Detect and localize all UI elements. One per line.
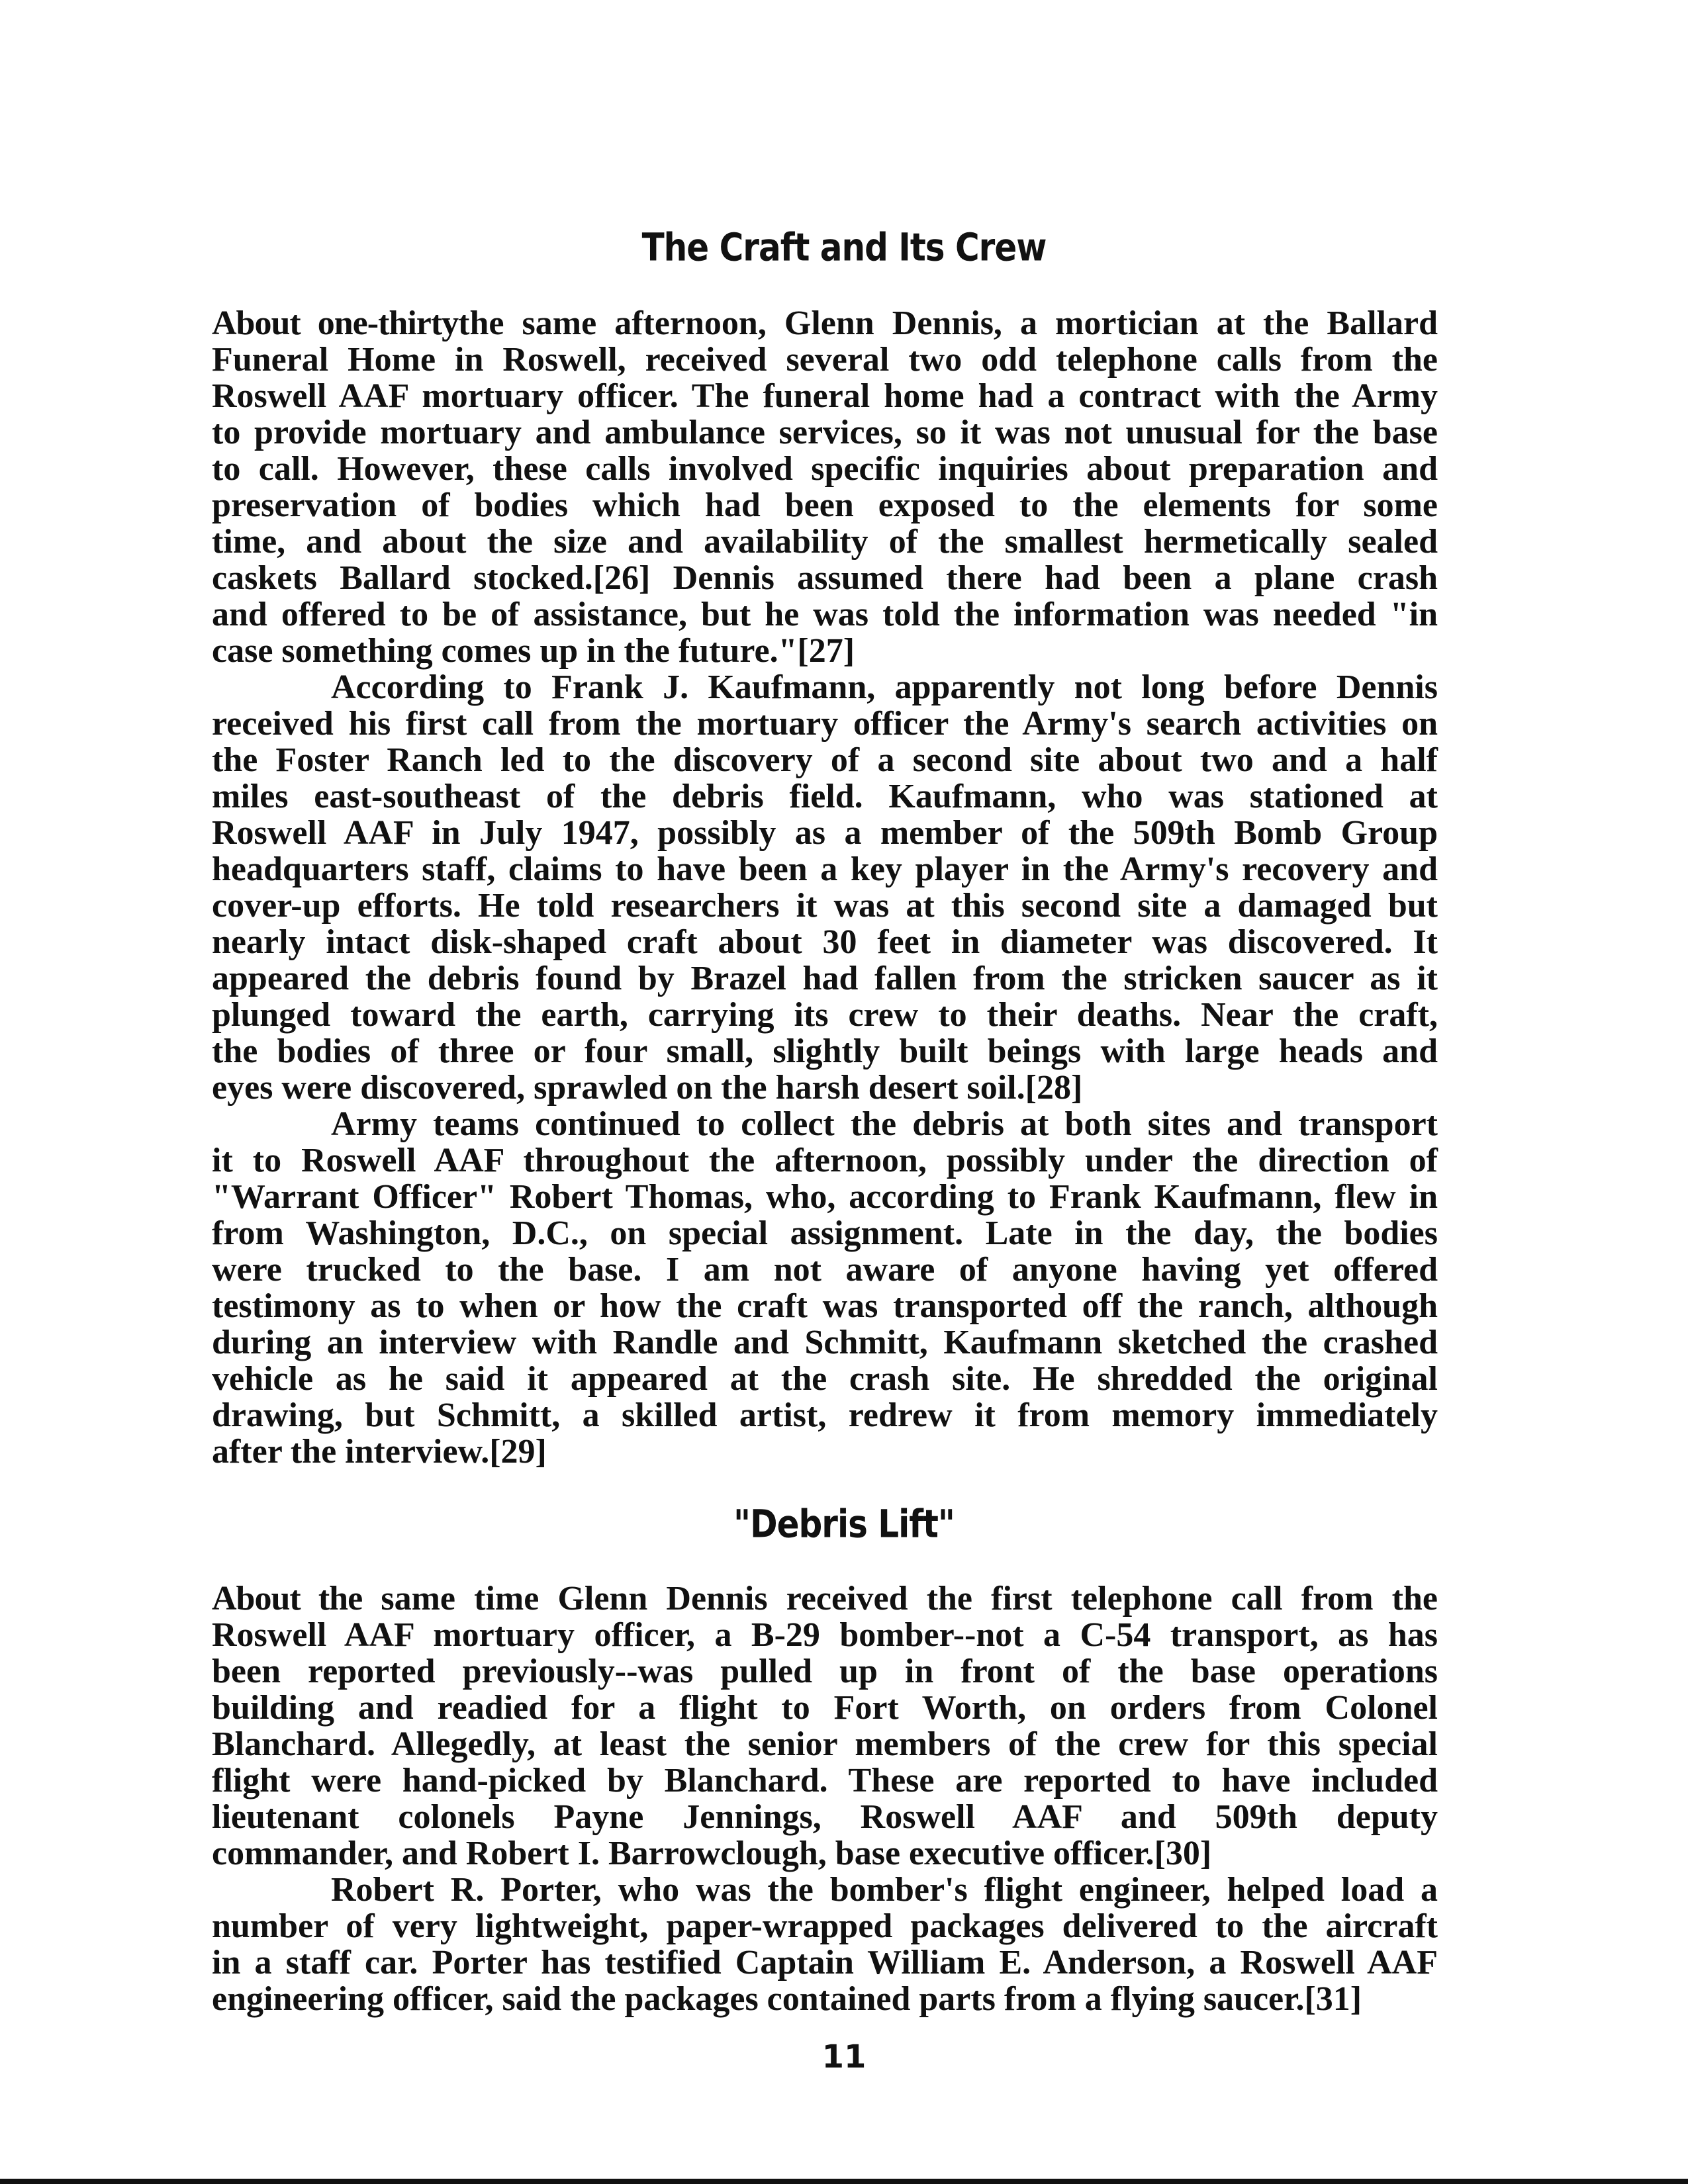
text-line (212, 1106, 1438, 1142)
section-heading-debris-lift: "Debris Lift" (733, 1502, 955, 1547)
line-text: eyes were discovered, sprawled on the harsh desert soil.[28] (212, 1069, 1083, 1107)
text-line (212, 960, 1438, 997)
text-line (212, 887, 1438, 924)
line-text: plunged toward the earth, carrying its crew to their deaths. Near the craft, (212, 996, 1438, 1034)
text-line (212, 1324, 1438, 1361)
paragraph (212, 1580, 1438, 1872)
text-line (212, 341, 1438, 378)
text-line (212, 1215, 1438, 1251)
scan-edge-bar (0, 2179, 1688, 2184)
line-text: flight were hand-picked by Blanchard. These are reported to have included (212, 1762, 1438, 1799)
line-text: during an interview with Randle and Schmitt, Kaufmann sketched the crashed (212, 1324, 1438, 1361)
line-text: after the interview.[29] (212, 1433, 547, 1471)
line-text: to call. However, these calls involved specific inquiries about preparation and (212, 450, 1438, 488)
paragraph (212, 305, 1438, 669)
text-line (212, 451, 1438, 487)
line-text: were trucked to the base. I am not aware of anyone having yet offered (212, 1251, 1438, 1289)
page-number: 11 (821, 2038, 867, 2075)
line-text: from Washington, D.C., on special assignment. Late in the day, the bodies (212, 1214, 1438, 1252)
text-line (212, 1726, 1438, 1762)
line-text: the bodies of three or four small, slightly built beings with large heads and (212, 1032, 1438, 1070)
text-line (212, 487, 1438, 523)
line-text: Roswell AAF mortuary officer, a B-29 bomber--not a C-54 transport, as has (212, 1616, 1438, 1654)
text-line (212, 1690, 1438, 1726)
text-line (212, 414, 1438, 451)
text-line (212, 1908, 1438, 1944)
line-text: time, and about the size and availability of the smallest hermetically sealed (212, 523, 1438, 561)
text-line (212, 378, 1438, 414)
section-body-craft-and-crew (212, 305, 1438, 1470)
line-text: case something comes up in the future."[27] (212, 632, 855, 670)
line-text: "Warrant Officer" Robert Thomas, who, according to Frank Kaufmann, flew in (212, 1178, 1438, 1216)
text-line (212, 1944, 1438, 1981)
text-line (212, 1872, 1438, 1908)
text-line (212, 596, 1438, 633)
text-line (212, 1799, 1438, 1835)
line-text: appeared the debris found by Brazel had fallen from the stricken saucer as it (212, 960, 1438, 997)
line-text: caskets Ballard stocked.[26] Dennis assumed there had been a plane crash (212, 559, 1438, 597)
paragraph-lead-in: About one-thirty (212, 304, 459, 342)
text-line (212, 1580, 1438, 1617)
line-text: it to Roswell AAF throughout the afternoon, possibly under the direction of (212, 1142, 1438, 1179)
section-heading-craft-and-crew: The Craft and Its Crew (641, 225, 1047, 270)
line-text: Army teams continued to collect the debris at both sites and transport (331, 1105, 1438, 1143)
line-text: drawing, but Schmitt, a skilled artist, redrew it from memory immediately (212, 1396, 1438, 1434)
line-text: Roswell AAF mortuary officer. The funeral home had a contract with the Army (212, 377, 1438, 415)
line-text: number of very lightweight, paper-wrapped packages delivered to the aircraft (212, 1907, 1438, 1945)
text-line (212, 1433, 1438, 1470)
text-line (212, 633, 1438, 669)
line-text: the same afternoon, Glenn Dennis, a mortician at the Ballard (458, 304, 1438, 342)
text-line (212, 523, 1438, 560)
line-text: lieutenant colonels Payne Jennings, Roswell AAF and 509th deputy (212, 1798, 1438, 1836)
line-text: commander, and Robert I. Barrowclough, base executive officer.[30] (212, 1835, 1212, 1872)
text-line (212, 1835, 1438, 1872)
text-line (212, 778, 1438, 815)
line-text: Robert R. Porter, who was the bomber's flight engineer, helped load a (331, 1871, 1438, 1909)
line-text: headquarters staff, claims to have been a key player in the Army's recovery and (212, 850, 1438, 888)
paragraph-lead-in: About the (212, 1580, 363, 1617)
text-line (212, 1762, 1438, 1799)
line-text: preservation of bodies which had been exposed to the elements for some (212, 486, 1438, 524)
text-line (212, 1981, 1438, 2017)
line-text: same time Glenn Dennis received the first telephone call from the (362, 1580, 1438, 1617)
text-line (212, 1288, 1438, 1324)
line-text: in a staff car. Porter has testified Captain William E. Anderson, a Roswell AAF (212, 1944, 1438, 1981)
line-text: to provide mortuary and ambulance services, so it was not unusual for the base (212, 414, 1438, 451)
text-line (212, 1069, 1438, 1106)
text-line (212, 669, 1438, 705)
paragraph (212, 1872, 1438, 2017)
line-text: Roswell AAF in July 1947, possibly as a member of the 509th Bomb Group (212, 814, 1438, 852)
text-line (212, 815, 1438, 851)
text-line (212, 1617, 1438, 1653)
text-line (212, 851, 1438, 887)
text-line (212, 305, 1438, 341)
text-line (212, 1033, 1438, 1069)
text-line (212, 742, 1438, 778)
text-line (212, 924, 1438, 960)
text-line (212, 1179, 1438, 1215)
line-text: vehicle as he said it appeared at the crash site. He shredded the original (212, 1360, 1438, 1398)
text-line (212, 705, 1438, 742)
text-line (212, 1397, 1438, 1433)
line-text: building and readied for a flight to Fort Worth, on orders from Colonel (212, 1689, 1438, 1727)
line-text: According to Frank J. Kaufmann, apparently not long before Dennis (331, 668, 1438, 706)
line-text: received his first call from the mortuary officer the Army's search activities on (212, 705, 1438, 743)
text-line (212, 1653, 1438, 1690)
section-body-debris-lift (212, 1580, 1438, 2017)
line-text: cover-up efforts. He told researchers it was at this second site a damaged but (212, 887, 1438, 925)
line-text: Blanchard. Allegedly, at least the senior members of the crew for this special (212, 1725, 1438, 1763)
text-line (212, 560, 1438, 596)
text-line (212, 1142, 1438, 1179)
line-text: engineering officer, said the packages contained parts from a flying saucer.[31] (212, 1980, 1362, 2018)
paragraph (212, 1106, 1438, 1470)
line-text: and offered to be of assistance, but he was told the information was needed "in (212, 596, 1438, 633)
text-line (212, 1361, 1438, 1397)
paragraph (212, 669, 1438, 1106)
text-line (212, 1251, 1438, 1288)
line-text: been reported previously--was pulled up in front of the base operations (212, 1653, 1438, 1690)
line-text: Funeral Home in Roswell, received several two odd telephone calls from the (212, 341, 1438, 379)
line-text: testimony as to when or how the craft was transported off the ranch, although (212, 1287, 1438, 1325)
text-line (212, 997, 1438, 1033)
line-text: the Foster Ranch led to the discovery of a second site about two and a half (212, 741, 1438, 779)
line-text: miles east-southeast of the debris field. Kaufmann, who was stationed at (212, 778, 1438, 815)
line-text: nearly intact disk-shaped craft about 30 feet in diameter was discovered. It (212, 923, 1438, 961)
